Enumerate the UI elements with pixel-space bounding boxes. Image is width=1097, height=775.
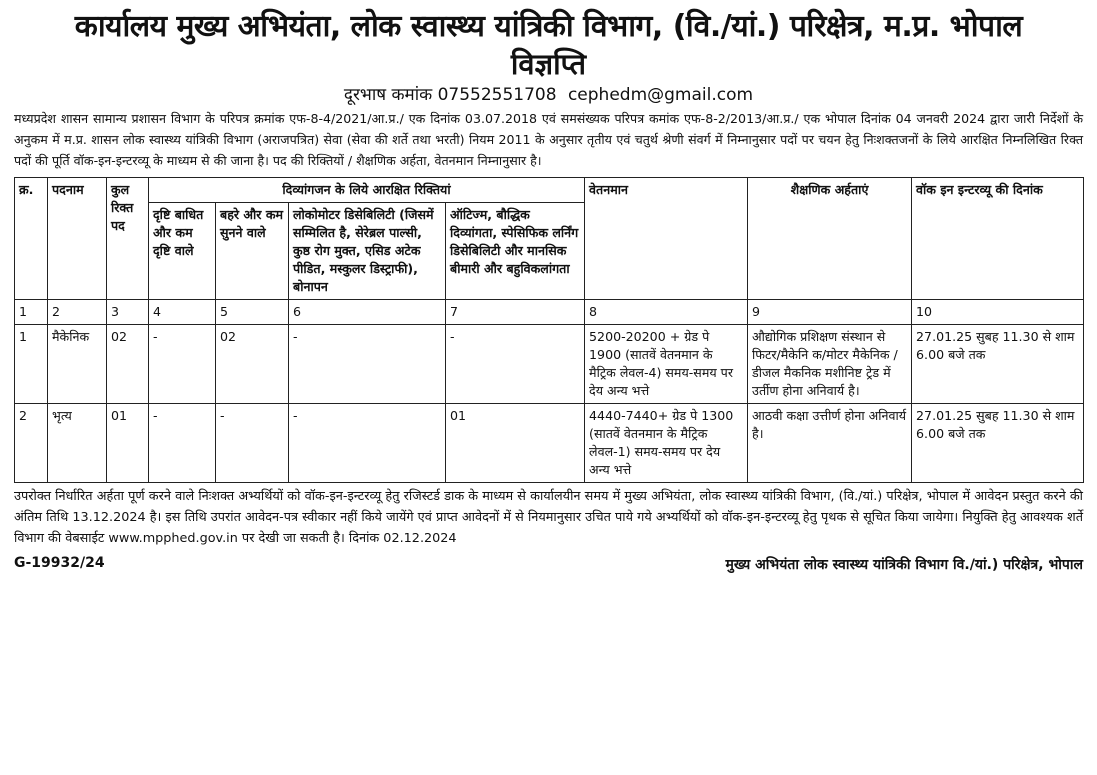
row-visually-impaired: - (149, 404, 216, 483)
header-post: पदनाम (48, 178, 107, 300)
row-autism: 01 (446, 404, 585, 483)
table-row (15, 325, 1084, 404)
column-number: 6 (289, 300, 446, 325)
header-locomotor: लोकोमोटर डिसेबिलिटी (जिसमें सम्मिलित है, सेरेब्रल पाल्सी, कुष्ठ रोग मुक्त, एसिड अटेक पीडित, मस्कुलर डिस्ट्राफी), बोनापन (289, 203, 446, 300)
column-number: 8 (585, 300, 748, 325)
intro-paragraph: मध्यप्रदेश शासन सामान्य प्रशासन विभाग के परिपत्र क्रमांक एफ-8-4/2021/आ.प्र./ एक दिनांक 03.07.2018 एवं समसंख्यक परिपत्र कमांक एफ-8-2/2013/आ.प्र./ एक भोपाल दिनांक 04 जनवरी 2024 द्वारा जारी निर्देशों के अनुकम में म.प्र. शासन लोक स्वास्थ्य यांत्रिकी विभाग (अराजपत्रित) सेवा (सेवा की शर्ते तथा भरती) नियम 2011 के अनुसार तृतीय एवं चतुर्थ श्रेणी संवर्ग में निम्नानुसार पदों पर चयन हेतु निःशक्तजनों के लिये आरक्षित निम्नलिखित रिक्त पदों की पूर्ति वॉक-इन-इन्टरव्यू के माध्यम से की जाना है। पद की रिक्तियों / शैक्षणिक अर्हता, वेतनमान निम्नानुसार है। (14, 111, 1083, 168)
column-number: 3 (107, 300, 149, 325)
row-hearing-impaired: 02 (216, 325, 289, 404)
header-hearing-impaired: बहरे और कम सुनने वाले (216, 203, 289, 300)
column-number: 7 (446, 300, 585, 325)
phone-number: दूरभाष कमांक 07552551708 (343, 85, 557, 105)
bottom-bar (14, 555, 1083, 574)
row-qualification: आठवी कक्षा उत्तीर्ण होना अनिवार्य है। (748, 404, 912, 483)
row-serial: 1 (15, 325, 48, 404)
row-interview-date: 27.01.25 सुबह 11.30 से शाम 6.00 बजे तक (912, 404, 1084, 483)
column-number: 5 (216, 300, 289, 325)
column-number: 10 (912, 300, 1084, 325)
header-reserved-group: दिव्यांगजन के लिये आरक्षित रिक्तियां (149, 178, 585, 203)
footer-paragraph: उपरोक्त निर्धारित अर्हता पूर्ण करने वाले निःशक्त अभ्यर्थियों को वॉक-इन-इन्टरव्यू हेतु रजिस्टर्ड डाक के माध्यम से कार्यालयीन समय में मुख्य अभियंता, लोक स्वास्थ्य यांत्रिकी विभाग, (वि./यां.) परिक्षेत्र, भोपाल में आवेदन प्रस्तुत करने की अंतिम तिथि 13.12.2024 है। इस तिथि उपरांत आवेदन-पत्र स्वीकार नहीं किये जायेंगे एवं प्राप्त आवेदनों में से नियमानुसार उचित पाये गये अभ्यर्थियों को वॉक-इन-इन्टरव्यू हेतु पृथक से सूचित किया जायेगा। नियुक्ति हेतु आवश्यक शर्ते विभाग की वेबसाईट www.mpphed.gov.in पर देखी जा सकती है। दिनांक 02.12.2024 (14, 489, 1083, 546)
row-salary: 5200-20200 + ग्रेड पे 1900 (सातवें वेतनमान के मैट्रिक लेवल-4) समय-समय पर देय अन्य भत्ते (585, 325, 748, 404)
row-locomotor: - (289, 404, 446, 483)
header-salary: वेतनमान (585, 178, 748, 300)
column-number: 4 (149, 300, 216, 325)
header-total: कुल रिक्त पद (107, 178, 149, 300)
header-interview-date: वॉक इन इन्टरव्यू की दिनांक (912, 178, 1084, 300)
row-hearing-impaired: - (216, 404, 289, 483)
header-autism: ऑटिज्म, बौद्धिक दिव्यांगता, स्पेसिफिक लर्निंग डिसेबिलिटी और मानसिक बीमारी और बहुविकलांगता (446, 203, 585, 300)
header-qualification: शैक्षणिक अर्हताएं (748, 178, 912, 300)
table-header-row (15, 178, 1084, 203)
row-total: 02 (107, 325, 149, 404)
row-interview-date: 27.01.25 सुबह 11.30 से शाम 6.00 बजे तक (912, 325, 1084, 404)
office-title: कार्यालय मुख्य अभियंता, लोक स्वास्थ्य यांत्रिकी विभाग, (वि./यां.) परिक्षेत्र, म.प्र. भोपाल (74, 9, 1023, 44)
notice-title: विज्ञप्ति (510, 47, 587, 81)
column-number-row (15, 300, 1084, 325)
column-number: 9 (748, 300, 912, 325)
row-salary: 4440-7440+ ग्रेड पे 1300 (सातवें वेतनमान के मैट्रिक लेवल-1) समय-समय पर देय अन्य भत्ते (585, 404, 748, 483)
row-qualification: औद्योगिक प्रशिक्षण संस्थान से फिटर/मैकेनि क/मोटर मैकेनिक / डीजल मैकनिक मशीनिष्ट ट्रेड में उर्तीण होना अनिवार्य है। (748, 325, 912, 404)
row-post: भृत्य (48, 404, 107, 483)
row-serial: 2 (15, 404, 48, 483)
row-autism: - (446, 325, 585, 404)
row-post: मैकेनिक (48, 325, 107, 404)
reference-number: G-19932/24 (14, 555, 105, 571)
header-serial: क्र. (15, 178, 48, 300)
vacancy-table (14, 177, 1084, 483)
header-visually-impaired: दृष्टि बाधित और कम दृष्टि वाले (149, 203, 216, 300)
row-total: 01 (107, 404, 149, 483)
row-visually-impaired: - (149, 325, 216, 404)
signatory: मुख्य अभियंता लोक स्वास्थ्य यांत्रिकी विभाग वि./यां.) परिक्षेत्र, भोपाल (725, 557, 1083, 573)
column-number: 2 (48, 300, 107, 325)
column-number: 1 (15, 300, 48, 325)
row-locomotor: - (289, 325, 446, 404)
table-row (15, 404, 1084, 483)
contact-line (14, 84, 1083, 106)
email-address: cephedm@gmail.com (567, 85, 754, 105)
